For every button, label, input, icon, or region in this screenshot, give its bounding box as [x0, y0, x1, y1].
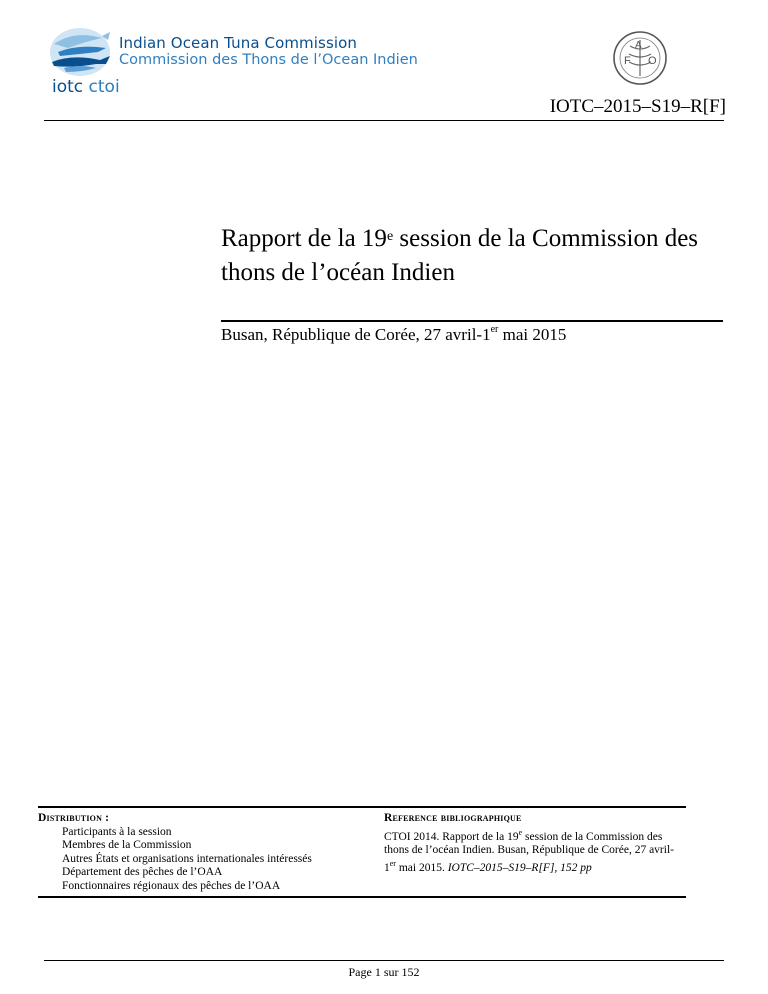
- subtitle-part2: mai 2015: [498, 325, 567, 344]
- svg-text:F: F: [624, 55, 631, 67]
- distribution-heading: Distribution :: [38, 812, 110, 824]
- ref-text-2: session de la Commission des thons de l’océan Indien. Busan, République de Corée, 27 avril-1: [384, 830, 674, 875]
- distribution-list: [38, 826, 368, 894]
- distribution-item: Participants à la session: [62, 825, 172, 838]
- page-number: Page 1 sur 152: [348, 965, 420, 979]
- distribution-item: Département des pêches de l’OAA: [62, 866, 223, 878]
- distribution-item: Fonctionnaires régionaux des pêches de l’OAA: [62, 879, 281, 892]
- subtitle-superscript: er: [490, 324, 499, 335]
- subtitle-part1: Busan, République de Corée, 27 avril-1: [221, 325, 491, 344]
- title-part1: Rapport de la 19: [221, 225, 387, 252]
- ref-text-3: mai 2015.: [395, 862, 448, 875]
- ref-sup-1: e: [518, 827, 523, 837]
- svg-text:A: A: [635, 40, 642, 51]
- header-divider: [44, 120, 724, 121]
- reference-heading: Reference bibliographique: [384, 812, 522, 824]
- logo-wordmark-ctoi: ctoi: [88, 77, 120, 97]
- distribution-reference-box: [38, 806, 686, 898]
- distribution-section: [38, 812, 368, 893]
- logo-wordmark-iotc: iotc: [52, 77, 84, 97]
- subtitle-divider: [221, 320, 723, 322]
- reference-citation: [384, 826, 684, 876]
- logo-name-fr: Commission des Thons de l’Ocean Indien: [119, 52, 418, 68]
- distribution-item: Autres États et organisations internationales intéressés: [62, 852, 312, 865]
- report-title: [221, 222, 731, 290]
- title-part2: session de la Commission des thons de l’océan Indien: [221, 225, 699, 286]
- reference-section: [384, 812, 684, 876]
- iotc-logo: [44, 22, 418, 102]
- ref-doc-code: IOTC–2015–S19–R[F], 152 pp: [447, 862, 592, 875]
- meeting-location-date: [221, 325, 566, 345]
- document-code: IOTC–2015–S19–R[F]: [549, 96, 726, 117]
- logo-wordmark: [52, 77, 120, 97]
- svg-text:O: O: [648, 55, 657, 67]
- distribution-item: Membres de la Commission: [62, 839, 192, 851]
- page-header: [0, 0, 768, 120]
- logo-name-en: Indian Ocean Tuna Commission: [119, 34, 358, 52]
- fao-seal-icon: [612, 30, 668, 86]
- footer-divider: [44, 960, 724, 961]
- title-superscript: e: [386, 229, 394, 244]
- ref-sup-2: er: [389, 859, 396, 869]
- ref-text-1: CTOI 2014. Rapport de la 19: [384, 830, 519, 843]
